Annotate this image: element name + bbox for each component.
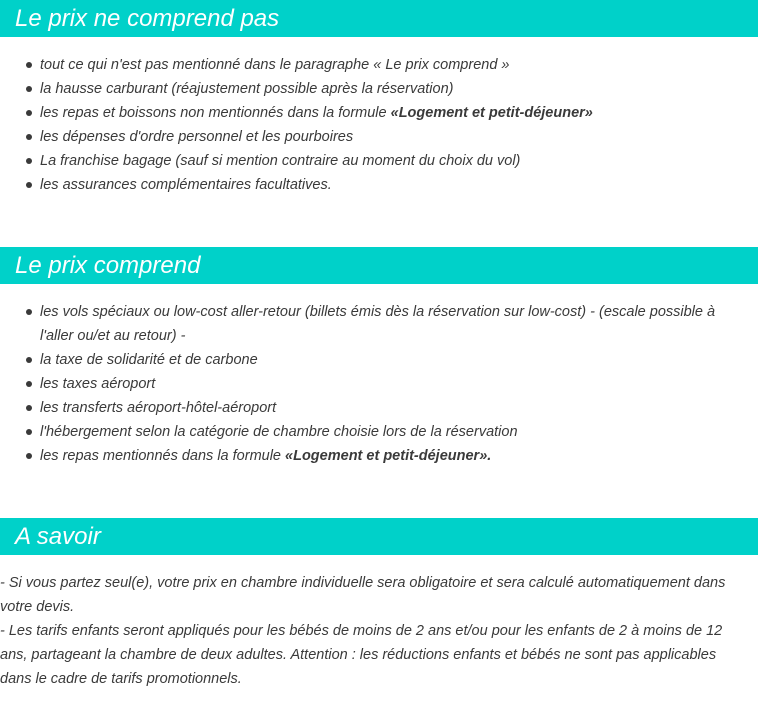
list-item: tout ce qui n'est pas mentionné dans le paragraphe « Le prix comprend » (0, 53, 758, 77)
list-item: les transferts aéroport-hôtel-aéroport (0, 396, 758, 420)
includes-heading: Le prix comprend (0, 247, 758, 284)
includes-list (0, 300, 758, 468)
info-heading: A savoir (0, 518, 758, 555)
list-item: les vols spéciaux ou low-cost aller-retour (billets émis dès la réservation sur low-cost) - (escale possible à l'aller ou/et au retour) - (0, 300, 758, 348)
info-paragraph: - Si vous partez seul(e), votre prix en chambre individuelle sera obligatoire et sera calculé automatiquement dans votre devis. (0, 575, 726, 615)
list-item: les taxes aéroport (0, 372, 758, 396)
list-item-bold: «Logement et petit-déjeuner». (285, 448, 492, 464)
list-item: la taxe de solidarité et de carbone (0, 348, 758, 372)
list-item: les dépenses d'ordre personnel et les pourboires (0, 125, 758, 149)
excludes-heading: Le prix ne comprend pas (0, 0, 758, 37)
list-item-text: les repas et boissons non mentionnés dans la formule (40, 105, 391, 121)
list-item (0, 101, 758, 125)
list-item: l'hébergement selon la catégorie de chambre choisie lors de la réservation (0, 420, 758, 444)
list-item-text: les repas mentionnés dans la formule (40, 448, 286, 464)
list-item (0, 444, 758, 468)
info-paragraph: - Les tarifs enfants seront appliqués pour les bébés de moins de 2 ans et/ou pour les enfants de 2 à moins de 12 ans, partageant la chambre de deux adultes. Attention : les réductions enfants et bébés ne sont pas applicables dans le cadre de tarifs promotionnels. (0, 623, 723, 687)
list-item: les assurances complémentaires facultatives. (0, 173, 758, 197)
info-text (0, 571, 750, 691)
list-item: La franchise bagage (sauf si mention contraire au moment du choix du vol) (0, 149, 758, 173)
list-item: la hausse carburant (réajustement possible après la réservation) (0, 77, 758, 101)
excludes-list (0, 53, 758, 197)
list-item-bold: «Logement et petit-déjeuner» (390, 105, 593, 121)
